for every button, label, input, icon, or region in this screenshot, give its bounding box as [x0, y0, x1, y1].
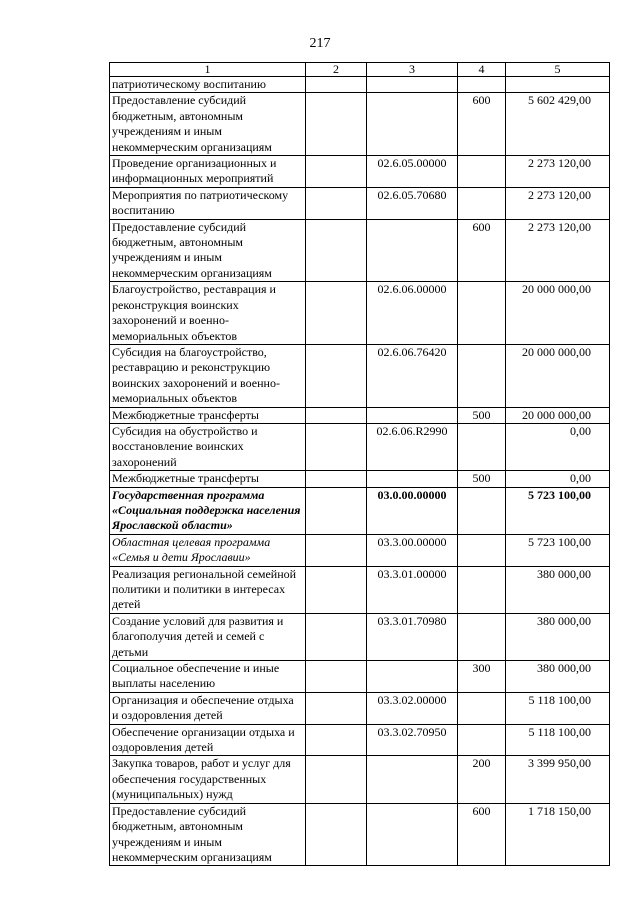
row-amount-cell: 5 602 429,00: [506, 93, 610, 156]
row-name-cell: Социальное обеспечение и иные выплаты населению: [110, 661, 306, 693]
row-expense-type-cell: 600: [458, 219, 506, 282]
row-target-code-cell: 03.0.00.00000: [367, 487, 458, 534]
row-amount-cell: 2 273 120,00: [506, 156, 610, 188]
column-header: 3: [367, 63, 458, 77]
row-target-code-cell: [367, 803, 458, 866]
row-target-code-cell: 03.3.02.00000: [367, 692, 458, 724]
table-row: [110, 566, 610, 613]
row-expense-type-cell: [458, 534, 506, 566]
column-header: 5: [506, 63, 610, 77]
row-expense-type-cell: [458, 423, 506, 470]
row-section-cell: [306, 613, 367, 660]
row-target-code-cell: [367, 93, 458, 156]
row-name-cell: Предоставление субсидий бюджетным, автономным учреждениям и иным некоммерческим организациям: [110, 219, 306, 282]
table-row: [110, 187, 610, 219]
row-section-cell: [306, 471, 367, 487]
row-name-cell: Предоставление субсидий бюджетным, автономным учреждениям и иным некоммерческим организациям: [110, 803, 306, 866]
row-target-code-cell: 03.3.01.00000: [367, 566, 458, 613]
row-section-cell: [306, 724, 367, 756]
row-amount-cell: 380 000,00: [506, 566, 610, 613]
row-target-code-cell: [367, 471, 458, 487]
row-expense-type-cell: [458, 282, 506, 345]
row-expense-type-cell: 600: [458, 93, 506, 156]
table-row: [110, 534, 610, 566]
row-expense-type-cell: [458, 487, 506, 534]
row-name-cell: Закупка товаров, работ и услуг для обеспечения государственных (муниципальных) нужд: [110, 756, 306, 803]
table-row: [110, 93, 610, 156]
row-amount-cell: 20 000 000,00: [506, 407, 610, 423]
table-row: [110, 344, 610, 407]
table-row: [110, 407, 610, 423]
table-row: [110, 471, 610, 487]
row-section-cell: [306, 156, 367, 188]
row-amount-cell: 3 399 950,00: [506, 756, 610, 803]
row-name-cell: Субсидия на обустройство и восстановление воинских захоронений: [110, 423, 306, 470]
row-name-cell: Государственная программа «Социальная поддержка населения Ярославской области»: [110, 487, 306, 534]
row-name-cell: Организация и обеспечение отдыха и оздоровления детей: [110, 692, 306, 724]
row-name-cell: Проведение организационных и информационных мероприятий: [110, 156, 306, 188]
row-amount-cell: [506, 77, 610, 93]
row-section-cell: [306, 77, 367, 93]
row-section-cell: [306, 219, 367, 282]
row-name-cell: Мероприятия по патриотическому воспитанию: [110, 187, 306, 219]
table-row: [110, 661, 610, 693]
row-target-code-cell: 02.6.06.76420: [367, 344, 458, 407]
row-expense-type-cell: [458, 724, 506, 756]
row-name-cell: патриотическому воспитанию: [110, 77, 306, 93]
row-name-cell: Создание условий для развития и благополучия детей и семей с детьми: [110, 613, 306, 660]
row-section-cell: [306, 534, 367, 566]
row-amount-cell: 2 273 120,00: [506, 187, 610, 219]
row-section-cell: [306, 756, 367, 803]
row-target-code-cell: 03.3.01.70980: [367, 613, 458, 660]
row-section-cell: [306, 93, 367, 156]
row-expense-type-cell: 600: [458, 803, 506, 866]
row-name-cell: Благоустройство, реставрация и реконструкция воинских захоронений и военно-мемориальных объектов: [110, 282, 306, 345]
row-target-code-cell: [367, 756, 458, 803]
row-expense-type-cell: 500: [458, 407, 506, 423]
table-row: [110, 77, 610, 93]
column-header: 1: [110, 63, 306, 77]
row-expense-type-cell: [458, 156, 506, 188]
row-name-cell: Обеспечение организации отдыха и оздоровления детей: [110, 724, 306, 756]
row-expense-type-cell: [458, 566, 506, 613]
row-amount-cell: 20 000 000,00: [506, 344, 610, 407]
column-header: 4: [458, 63, 506, 77]
page-number: 217: [309, 36, 331, 51]
table-row: [110, 724, 610, 756]
row-section-cell: [306, 487, 367, 534]
column-header: 2: [306, 63, 367, 77]
row-amount-cell: 5 118 100,00: [506, 724, 610, 756]
row-amount-cell: 0,00: [506, 471, 610, 487]
row-expense-type-cell: 500: [458, 471, 506, 487]
row-expense-type-cell: [458, 613, 506, 660]
row-amount-cell: 0,00: [506, 423, 610, 470]
row-target-code-cell: 02.6.06.00000: [367, 282, 458, 345]
row-section-cell: [306, 344, 367, 407]
row-section-cell: [306, 407, 367, 423]
table-header-row: [110, 63, 610, 77]
row-expense-type-cell: [458, 187, 506, 219]
row-amount-cell: 380 000,00: [506, 613, 610, 660]
table-row: [110, 613, 610, 660]
table-row: [110, 156, 610, 188]
row-name-cell: Межбюджетные трансферты: [110, 407, 306, 423]
row-section-cell: [306, 566, 367, 613]
row-section-cell: [306, 187, 367, 219]
row-amount-cell: 380 000,00: [506, 661, 610, 693]
row-name-cell: Межбюджетные трансферты: [110, 471, 306, 487]
row-name-cell: Предоставление субсидий бюджетным, автономным учреждениям и иным некоммерческим организациям: [110, 93, 306, 156]
row-amount-cell: 5 723 100,00: [506, 534, 610, 566]
row-section-cell: [306, 661, 367, 693]
table-row: [110, 756, 610, 803]
row-amount-cell: 5 723 100,00: [506, 487, 610, 534]
row-target-code-cell: 02.6.05.70680: [367, 187, 458, 219]
row-target-code-cell: 02.6.06.R2990: [367, 423, 458, 470]
row-amount-cell: 1 718 150,00: [506, 803, 610, 866]
row-target-code-cell: 02.6.05.00000: [367, 156, 458, 188]
row-section-cell: [306, 692, 367, 724]
row-amount-cell: 2 273 120,00: [506, 219, 610, 282]
row-section-cell: [306, 423, 367, 470]
table-row: [110, 282, 610, 345]
row-section-cell: [306, 282, 367, 345]
row-target-code-cell: [367, 661, 458, 693]
row-expense-type-cell: [458, 692, 506, 724]
table-row: [110, 423, 610, 470]
row-name-cell: Реализация региональной семейной политики и политики в интересах детей: [110, 566, 306, 613]
table-row: [110, 803, 610, 866]
row-amount-cell: 5 118 100,00: [506, 692, 610, 724]
row-name-cell: Областная целевая программа «Семья и дети Ярославии»: [110, 534, 306, 566]
row-amount-cell: 20 000 000,00: [506, 282, 610, 345]
row-target-code-cell: [367, 77, 458, 93]
row-name-cell: Субсидия на благоустройство, реставрацию и реконструкцию воинских захоронений и военно-мемориальных объектов: [110, 344, 306, 407]
row-expense-type-cell: 200: [458, 756, 506, 803]
table-row: [110, 219, 610, 282]
table-row: [110, 692, 610, 724]
row-target-code-cell: 03.3.00.00000: [367, 534, 458, 566]
row-target-code-cell: [367, 407, 458, 423]
row-expense-type-cell: [458, 77, 506, 93]
row-target-code-cell: [367, 219, 458, 282]
row-expense-type-cell: [458, 344, 506, 407]
row-target-code-cell: 03.3.02.70950: [367, 724, 458, 756]
row-section-cell: [306, 803, 367, 866]
row-expense-type-cell: 300: [458, 661, 506, 693]
table-row: [110, 487, 610, 534]
budget-table: [109, 62, 610, 866]
